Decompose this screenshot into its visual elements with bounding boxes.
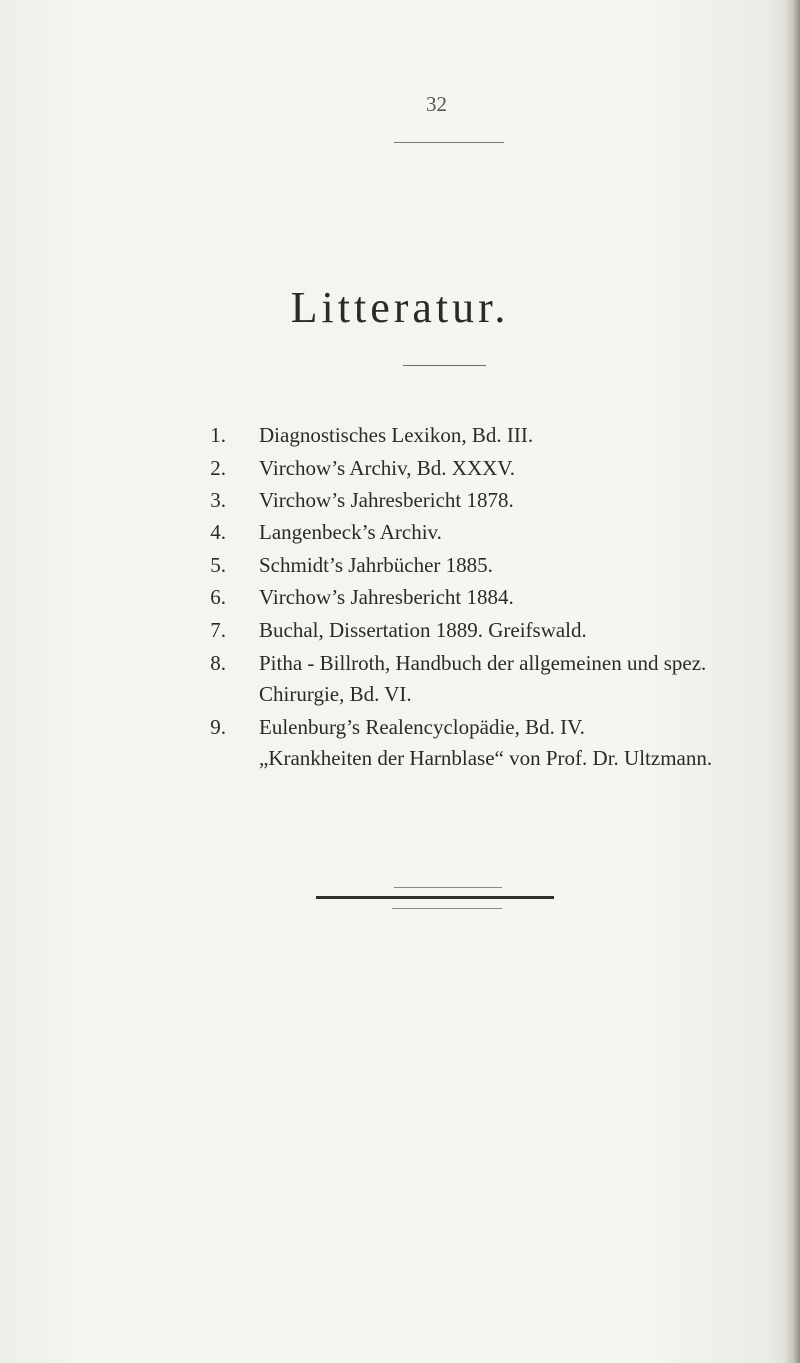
reference-number: 8.: [210, 651, 226, 675]
reference-continuation: „Krankheiten der Harnblase“ von Prof. Dr. Ultzmann.: [259, 746, 713, 770]
reference-text: Langenbeck’s Archiv.: [259, 520, 442, 544]
page-title: Litteratur.: [290, 283, 510, 332]
reference-number: 9.: [210, 715, 226, 739]
reference-text: Virchow’s Jahresbericht 1878.: [259, 488, 514, 512]
reference-text: Eulenburg’s Realencyclopädie, Bd. IV.: [259, 715, 585, 739]
reference-text: Buchal, Dissertation 1889. Greifswald.: [259, 618, 587, 642]
reference-text: Virchow’s Archiv, Bd. XXXV.: [259, 456, 515, 480]
reference-text: Schmidt’s Jahrbücher 1885.: [259, 553, 493, 577]
reference-number: 3.: [210, 488, 226, 512]
reference-number: 1.: [210, 423, 226, 447]
title-rule: [403, 365, 486, 366]
reference-text: Pitha - Billroth, Handbuch der allgemeinen und spez.: [259, 651, 707, 675]
end-rule-lower: [392, 908, 502, 909]
end-rule-upper: [394, 887, 502, 888]
reference-number: 2.: [210, 456, 226, 480]
reference-number: 5.: [210, 553, 226, 577]
reference-text: Virchow’s Jahresbericht 1884.: [259, 585, 514, 609]
reference-text: Diagnostisches Lexikon, Bd. III.: [259, 423, 534, 447]
reference-number: 6.: [210, 585, 226, 609]
end-rule-thick: [316, 896, 554, 899]
reference-continuation: Chirurgie, Bd. VI.: [259, 682, 412, 706]
reference-number: 7.: [210, 618, 226, 642]
reference-number: 4.: [210, 520, 226, 544]
header-rule: [394, 142, 504, 143]
page-number: 32: [426, 92, 447, 116]
page-edge-shadow: [784, 0, 800, 1363]
